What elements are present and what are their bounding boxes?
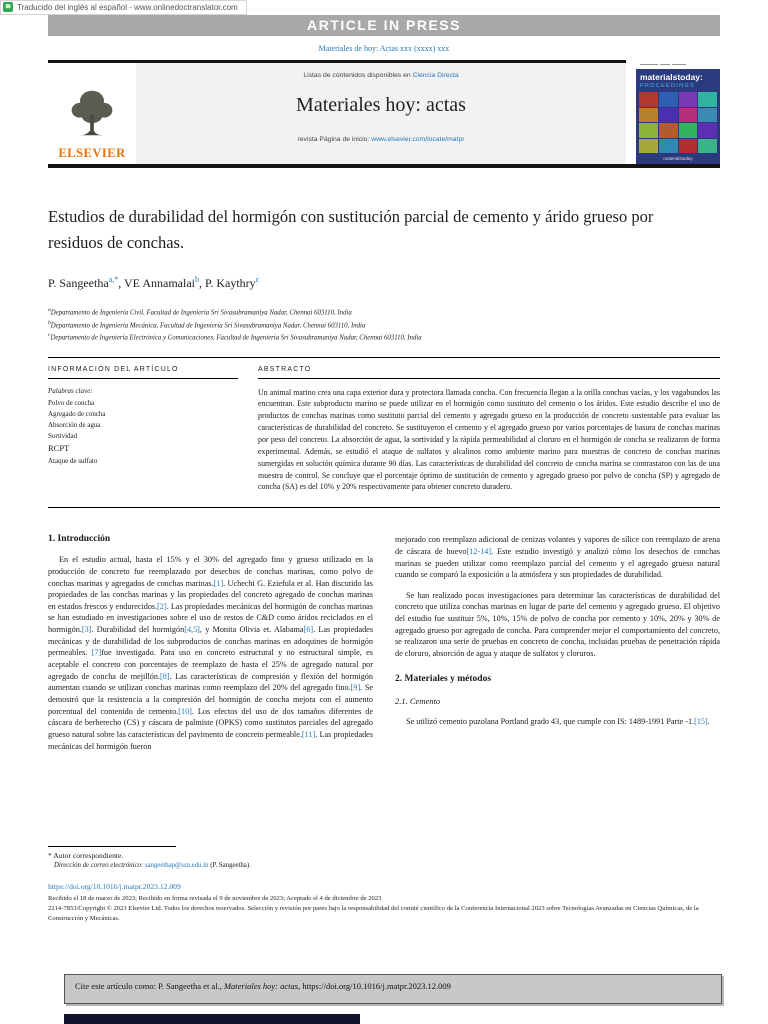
citation-link[interactable]: [4,5] xyxy=(184,625,200,635)
translator-bar[interactable] xyxy=(0,0,247,15)
next-page-edge-strip xyxy=(64,1014,360,1024)
citation-link[interactable]: [2] xyxy=(157,601,167,611)
keyword-item: Polvo de concha xyxy=(48,398,95,407)
affiliation-line xyxy=(48,331,720,343)
text-segment: . Se demostró que la resistencia a la compresión del hormigón de concha mejora con el aumento porcentual del contenido de cemento. xyxy=(48,683,374,716)
body-column-left xyxy=(48,534,373,752)
body-column-right xyxy=(395,534,720,752)
text-segment: . Los efectos del uso de dos tamaños diferentes de cáscara de berberecho (CS) y cáscara de palmiste (OPKS) como sustitutos parciales del agregado grueso natural sobre las características del pavimento de concreto permeable. xyxy=(48,706,373,739)
text-segment: . xyxy=(707,716,710,726)
doi-link[interactable]: https://doi.org/10.1016/j.matpr.2023.12.009 xyxy=(48,882,181,891)
email-label: Dirección de correo electrónico: xyxy=(54,862,145,869)
text-segment: . Las propiedades mecánicas del hormigón de conchas marinas se han estudiado en investigaciones sobre el uso de restos de C&D como áridos reciclados en el hormigón. xyxy=(48,601,373,635)
article-in-press-banner: ARTICLE IN PRESS xyxy=(48,15,720,36)
section-heading-introduction: 1. Introducción xyxy=(48,534,111,545)
article-body xyxy=(48,534,720,752)
elsevier-tree-icon xyxy=(67,87,117,144)
copyright-text: 2214-7853/Copyright © 2023 Elsevier Ltd. Todos los derechos reservados. Selección y revisión por pares bajo la responsabilidad del comité científico de la Conferencia Internacional 2023 sobre Tecnologías Avanzadas en Ciencias Químicas, de la Construcción y Mecánicas. xyxy=(48,905,699,922)
affiliation-text: Departamento de Ingeniería Mecánica, Facultad de Ingeniería Sri Sivasubramaniya Nadar, Chennai 603110, India xyxy=(50,321,366,329)
affiliation-mark: b xyxy=(48,319,51,326)
citation-link[interactable]: [6] xyxy=(303,625,314,635)
text-segment: , y Monita Olivia et. Alabama xyxy=(199,625,304,635)
keyword-item: RCPT xyxy=(48,443,70,454)
sciencedirect-link[interactable]: Ciencia Directa xyxy=(412,72,459,79)
abstract-header: ABSTRACTO xyxy=(258,366,720,379)
article-title: Estudios de durabilidad del hormigón con sustitución parcial de cemento y árido grueso por residuos de conchas. xyxy=(48,207,654,252)
intro-paragraph xyxy=(48,554,373,752)
keyword-item: Agregado de concha xyxy=(48,409,106,418)
text-segment: . Las propiedades mecánicas y de durabilidad de los subproductos de conchas marinas en adoquines de hormigón permeables. xyxy=(48,625,374,658)
text-segment: . Las propiedades mecánicas del hormigón fueron xyxy=(48,729,373,751)
abstract-column xyxy=(258,366,720,494)
affiliation-mark: a xyxy=(48,307,51,314)
affiliation-list xyxy=(48,306,720,343)
citation-link[interactable]: [3] xyxy=(81,625,92,635)
citation-link[interactable]: [8] xyxy=(160,671,170,681)
corresponding-author-note: * Autor correspondiente. xyxy=(48,851,124,860)
cover-mosaic xyxy=(636,89,720,155)
text-segment: fue investigado. Para uso en concreto estructural y no estructural simple, es aceptable el concreto con porcentajes de reemplazo de hasta el 25% de agregado natural por agregado de concha de mejillón. xyxy=(48,648,373,681)
citation-link[interactable]: [7] xyxy=(91,648,102,658)
journal-masthead xyxy=(48,60,720,164)
journal-cover-thumbnail xyxy=(636,60,720,164)
author-separator: , xyxy=(199,276,205,291)
author-name[interactable]: P. Sangeetha xyxy=(48,276,109,291)
text-segment: . Uchechi G. Eziefula et al. Han discutido las propiedades de las conchas marinas y las propiedades del concreto agregado de conchas marinas en estados frescos y endurecidos. xyxy=(48,578,373,611)
text-segment: . Durabilidad del hormigón xyxy=(91,625,185,635)
journal-title: Materiales hoy: actas xyxy=(296,94,466,116)
text-segment: Cite este artículo como: P. Sangeetha et al., xyxy=(75,981,224,991)
abstract-text: Un animal marino crea una capa exterior dura y protectora llamada concha. Con frecuencia llegan a la orilla conchas vacías, y los vagabundos las encuentran. Este subproducto marino se puede utilizar en el hormigón como sustituto del cemento o los áridos. Este estudio describe el uso de productos de conchas marinas como sustituto parcial del cemento y agregado grueso en la producción de concreto sustentable para evaluar las características de durabilidad del concreto. Se sustituyeron el cemento y el agregado grueso por varios porcentajes de basura de conchas marinas por peso del concreto. La absorción de agua, la sortividad y la rápida permeabilidad al cloruro en el hormigón de concha se realizaron de forma experimental. Además, se estudió el ataque de sulfatos y alcalinos como ambiente marino para muestras de concreto de conchas marinas sumergidas en solución química durante 90 días. Las características de durabilidad del concreto de concha marina se contrastaron con las de una muestra de control. Se concluye que el porcentaje óptimo de sustitución de cemento y agregado grueso por polvo de concha (SP) y agregado de concha (SA) es del 10% y 20% respectivamente para obtener concreto duradero. xyxy=(258,387,720,492)
homepage-prefix: revista Página de inicio: xyxy=(297,136,372,143)
text-segment: . Las características de compresión y flexión del hormigón aumentan cuando se utilizan conchas marinas como reemplazo del 20% del agregado fino. xyxy=(48,671,373,693)
journal-homepage-line xyxy=(298,136,465,143)
article-info-section xyxy=(48,357,720,509)
body-paragraph xyxy=(395,716,720,728)
keyword-item: Ataque de sulfato xyxy=(48,456,98,465)
text-segment: , https://doi.org/10.1016/j.matpr.2023.12.009 xyxy=(298,981,451,991)
subsection-heading-cement: 2.1. Cemento xyxy=(395,695,441,706)
contents-available-line xyxy=(303,72,458,79)
text-segment: Materiales hoy: actas xyxy=(223,981,299,991)
keyword-item: Sortividad xyxy=(48,432,78,441)
author-name[interactable]: P. Kaythry xyxy=(205,276,256,291)
page-footer xyxy=(48,846,720,924)
cover-brand: materialstoday: xyxy=(640,72,703,82)
author-list xyxy=(48,275,720,291)
citation-link[interactable]: [12-14] xyxy=(466,546,492,556)
affiliation-text: Departamento de Ingeniería Civil, Facultad de Ingeniería Sri Sivasubramaniya Nadar, Chennai 603110, India xyxy=(50,309,352,317)
cite-article-box xyxy=(64,974,722,1004)
body-paragraph: Se han realizado pocas investigaciones para determinar las características de durabilidad del concreto que utiliza conchas marinas en lugar de parte del cemento y agregado grueso. El objetivo del estudio fue sustituir 5%, 10%, 15% de polvo de concha por cemento y 10%, 20% y 30% de agregado grueso por agregado de concha. Para comprender mejor el comportamiento del concreto, se realizaron una serie de pruebas en concreto de concha, incluidas pruebas de penetración rápida de cloruro, absorción de agua y ataque de sulfatos y cloruros. xyxy=(395,590,720,659)
author-name[interactable]: VE Annamalai xyxy=(124,276,195,291)
elsevier-wordmark: ELSEVIER xyxy=(58,146,126,160)
masthead-center xyxy=(136,63,626,164)
elsevier-logo xyxy=(48,63,136,164)
author-affiliation-mark[interactable]: c xyxy=(255,275,260,285)
citation-link[interactable]: [10] xyxy=(178,706,192,716)
text-segment: En el estudio actual, hasta el 15% y el 30% del agregado fino y grueso utilizado en la producción de concreto fue reemplazado por desechos de conchas marinas, como polvo de conchas marinas y agregados de conchas marinas. xyxy=(48,555,373,588)
masthead-bottom-rule xyxy=(48,164,720,168)
author-email-link[interactable]: sangeethap@ssn.edu.in xyxy=(144,862,209,869)
journal-reference-link[interactable]: Materiales de hoy: Actas xxx (xxxx) xxx xyxy=(318,44,450,53)
citation-link[interactable]: [11] xyxy=(301,729,316,739)
affiliation-mark: c xyxy=(48,332,51,339)
cover-footer-text: materialstoday xyxy=(663,156,693,161)
keyword-item: Absorción de agua xyxy=(48,420,101,429)
cover-top-strip xyxy=(636,60,720,69)
citation-link[interactable]: [9] xyxy=(350,683,361,693)
body-paragraph xyxy=(395,534,720,581)
received-dates: Recibido el 18 de marzo de 2023; Recibido en forma revisada el 9 de noviembre de 2023; Aceptado el 4 de diciembre de 2023 xyxy=(48,895,382,902)
email-footnote xyxy=(48,862,720,869)
translator-icon: ≣ xyxy=(3,2,13,12)
affiliation-line xyxy=(48,306,720,318)
article-info-header: INFORMACIÓN DEL ARTÍCULO xyxy=(48,366,238,379)
author-affiliation-mark[interactable]: a,* xyxy=(108,275,119,285)
cover-brand-sub: PROCEEDINGS xyxy=(640,83,695,89)
author-separator: , xyxy=(118,276,125,291)
author-affiliation-mark[interactable]: b xyxy=(195,275,199,285)
text-segment: Se utilizó cemento puzolana Portland grado 43, que cumple con IS: 1489-1991 Parte -1. xyxy=(406,716,695,726)
contents-prefix: Listas de contenidos disponibles en xyxy=(303,72,411,79)
text-segment: mejorado con reemplazo adicional de cenizas volantes y vapores de sílice con reemplazo de arena de cáscara de huevo xyxy=(395,535,720,556)
article-info-column xyxy=(48,366,238,494)
citation-link[interactable]: [1] xyxy=(213,578,224,588)
footnote-rule xyxy=(48,846,176,847)
affiliation-text: Departamento de Ingeniería Electrónica y Comunicaciones, Facultad de Ingeniería Sri Sivasubramaniya Nadar, Chennai 603110, India xyxy=(50,334,422,342)
journal-homepage-link[interactable]: www.elsevier.com/locate/matpr xyxy=(371,136,465,143)
email-suffix: (P. Sangeetha). xyxy=(208,862,251,869)
masthead-main xyxy=(48,60,626,164)
translator-label[interactable]: Traducido del inglés al español - www.onlinedoctranslator.com xyxy=(17,2,238,12)
section-heading-materials: 2. Materiales y métodos xyxy=(395,673,492,684)
citation-link[interactable]: [15] xyxy=(694,716,708,726)
text-segment: . Este estudio investigó y analizó cómo los desechos de conchas marinas se pueden utilizar como reemplazo parcial del cemento y el agregado grueso natural cuando se comparó la exposición a la atmósfera y sus propiedades de durabilidad. xyxy=(395,546,720,580)
affiliation-line xyxy=(48,319,720,331)
keywords-label: Palabras clave: xyxy=(48,386,93,395)
